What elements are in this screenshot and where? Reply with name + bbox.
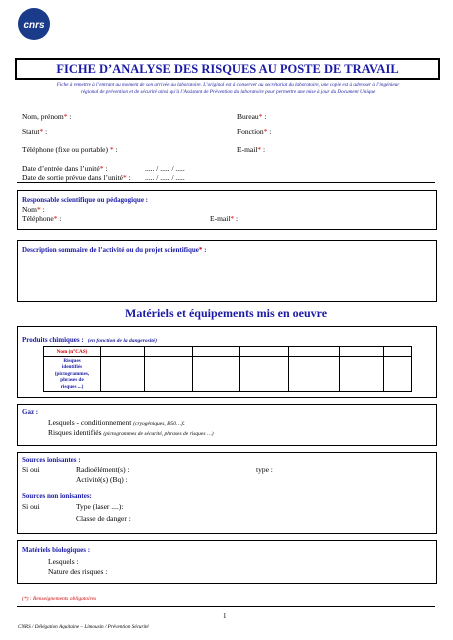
biologiques-title: Matériels biologiques : [22, 546, 91, 554]
table-cell[interactable] [240, 347, 289, 357]
field-statut[interactable]: Statut* : [22, 127, 48, 136]
divider [17, 182, 435, 183]
section-title: Matériels et équipements mis en oeuvre [125, 306, 328, 320]
table-header-risques: Risques identifiés (pictogrammes, phrases de risques ...) [44, 357, 101, 392]
footnote: (*) : Renseignements obligatoires [22, 596, 97, 602]
cnrs-logo [17, 7, 51, 41]
table-cell[interactable] [101, 347, 145, 357]
table-cell[interactable] [384, 347, 412, 357]
gaz-lesquels[interactable]: Lesquels - conditionnement (cryogéniques, B50…): [48, 418, 185, 427]
ionisantes-activite[interactable]: Activité(s) (Bq) : [76, 475, 128, 484]
table-cell[interactable] [145, 347, 193, 357]
footer-text: CNRS / Délégation Aquitaine – Limousin / Prévention Sécurité [18, 624, 149, 630]
table-cell[interactable] [384, 357, 412, 392]
responsable-nom[interactable]: Nom* : [22, 205, 45, 214]
page-number: 1 [223, 612, 227, 620]
gaz-title: Gaz : [22, 408, 39, 416]
table-cell[interactable] [289, 347, 340, 357]
field-date-entree[interactable]: Date d’entrée dans l’unité* : [22, 164, 108, 173]
field-nom-prenom[interactable]: Nom, prénom* : [22, 112, 72, 121]
table-header-nom: Nom (n°CAS) [44, 347, 101, 357]
responsable-title: Responsable scientifique ou pédagogique : [22, 196, 149, 204]
responsable-telephone[interactable]: Téléphone* : [22, 214, 62, 223]
svg-text:cnrs: cnrs [23, 20, 45, 31]
ionisantes-radioelement[interactable]: Radioélément(s) : [76, 465, 130, 474]
note-line-2: régional de prévention et de sécurité ainsi qu’à l’Assistant de Prévention du laboratoire pour permettre une mise à jour du Document Unique [80, 89, 376, 95]
table-cell[interactable] [240, 357, 289, 392]
table-cell[interactable] [193, 347, 240, 357]
non-ionisantes-si-oui: Si oui [22, 502, 40, 511]
ionisantes-title: Sources ionisantes : [22, 456, 81, 464]
non-ionisantes-title: Sources non ionisantes: [22, 492, 92, 500]
date-sortie-value[interactable]: ..... / ..... / ..... [145, 173, 185, 182]
date-entree-value[interactable]: ..... / ..... / ..... [145, 164, 185, 173]
gaz-risques[interactable]: Risques identifiés (pictogrammes de sécurité, phrases de risques …) [48, 428, 214, 437]
field-bureau[interactable]: Bureau* : [237, 112, 267, 121]
field-date-sortie[interactable]: Date de sortie prévue dans l’unité* : [22, 173, 131, 182]
table-cell[interactable] [101, 357, 145, 392]
field-email[interactable]: E-mail* : [237, 145, 266, 154]
biologiques-lesquels[interactable]: Lesquels : [48, 557, 79, 566]
table-cell[interactable] [340, 347, 384, 357]
field-fonction[interactable]: Fonction* : [237, 127, 272, 136]
produits-title: Produits chimiques : (en fonction de la dangerosité) [22, 336, 158, 344]
non-ionisantes-type[interactable]: Type (laser ....): [76, 502, 124, 511]
field-telephone[interactable]: Téléphone (fixe ou portable) * : [22, 145, 118, 154]
instruction-note [28, 82, 428, 96]
table-cell[interactable] [340, 357, 384, 392]
document-title: FICHE D’ANALYSE DES RISQUES AU POSTE DE TRAVAIL [56, 61, 399, 76]
responsable-email[interactable]: E-mail* : [210, 214, 239, 223]
note-line-1: Fiche à remettre à l’entrant au moment de son arrivée au laboratoire. L’original est à conserver au secrétariat du laboratoire, une copie est à adresser à l’ingénieur [56, 82, 400, 88]
ionisantes-type[interactable]: type : [256, 465, 273, 474]
description-title: Description sommaire de l’activité ou du projet scientifique* : [22, 246, 207, 254]
produits-table [43, 346, 412, 392]
table-cell[interactable] [289, 357, 340, 392]
biologiques-nature[interactable]: Nature des risques : [48, 567, 108, 576]
ionisantes-si-oui: Si oui [22, 465, 40, 474]
table-cell[interactable] [193, 357, 240, 392]
table-cell[interactable] [145, 357, 193, 392]
non-ionisantes-classe[interactable]: Classe de danger : [76, 514, 131, 523]
document-title-box [15, 58, 440, 80]
footer-divider [17, 606, 435, 607]
